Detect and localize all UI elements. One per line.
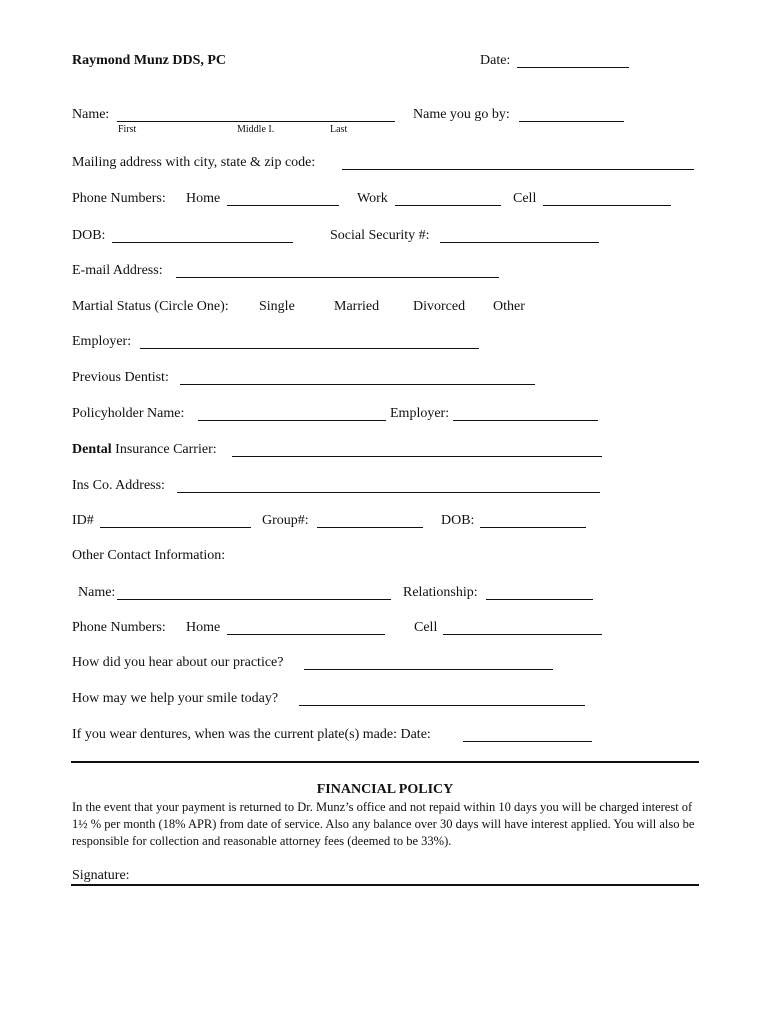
- ins-address-field[interactable]: [177, 492, 600, 493]
- prev-dentist-field[interactable]: [180, 384, 535, 385]
- marital-label: Martial Status (Circle One):: [72, 299, 229, 314]
- carrier-label-bold: Dental: [72, 442, 112, 457]
- nickname-label: Name you go by:: [413, 107, 510, 122]
- policy-employer-label: Employer:: [390, 406, 450, 421]
- phone-label: Phone Numbers:: [72, 191, 166, 206]
- home-phone-field[interactable]: [227, 205, 339, 206]
- prev-dentist-label: Previous Dentist:: [72, 370, 169, 385]
- employer-field[interactable]: [140, 348, 479, 349]
- work-label: Work: [357, 191, 388, 206]
- id-field[interactable]: [100, 527, 251, 528]
- email-field[interactable]: [176, 277, 499, 278]
- help-label: How may we help your smile today?: [72, 691, 279, 706]
- financial-policy-text: In the event that your payment is returned to Dr. Munz’s office and not repaid within 10 days you will be charged interest of 1½ % per month (18% APR) from date of service. Also any balance over 30 days will have interest applied. You will also be responsible for collection and reasonable attorney fees (deemed to be 33%).: [72, 800, 695, 848]
- address-field[interactable]: [342, 169, 694, 170]
- ssn-field[interactable]: [440, 242, 599, 243]
- policyholder-field[interactable]: [198, 420, 386, 421]
- contact-name-field[interactable]: [117, 599, 391, 600]
- contact-cell-label: Cell: [414, 620, 438, 635]
- email-label: E-mail Address:: [72, 263, 163, 278]
- contact-home-field[interactable]: [227, 634, 385, 635]
- cell-label: Cell: [513, 191, 537, 206]
- dob-field[interactable]: [112, 242, 293, 243]
- ssn-label: Social Security #:: [330, 228, 430, 243]
- contact-home-label: Home: [186, 620, 221, 635]
- id-label: ID#: [72, 513, 94, 528]
- work-phone-field[interactable]: [395, 205, 501, 206]
- other-contact-heading: Other Contact Information:: [72, 548, 226, 563]
- nickname-field[interactable]: [519, 121, 624, 122]
- signature-field[interactable]: [71, 884, 699, 886]
- carrier-label-rest: Insurance Carrier:: [115, 442, 217, 457]
- group-label: Group#:: [262, 513, 309, 528]
- cell-phone-field[interactable]: [543, 205, 671, 206]
- date-field[interactable]: [517, 67, 629, 68]
- policy-employer-field[interactable]: [453, 420, 598, 421]
- ins-dob-field[interactable]: [480, 527, 586, 528]
- dob-label: DOB:: [72, 228, 106, 243]
- ins-address-label: Ins Co. Address:: [72, 478, 165, 493]
- practice-name: Raymond Munz DDS, PC: [72, 53, 227, 68]
- middle-sublabel: Middle I.: [237, 124, 275, 135]
- signature-label: Signature:: [72, 868, 130, 883]
- dentures-date-field[interactable]: [463, 741, 592, 742]
- contact-phone-label: Phone Numbers:: [72, 620, 166, 635]
- name-field[interactable]: [117, 121, 395, 122]
- marital-option-single[interactable]: Single: [259, 299, 295, 314]
- help-field[interactable]: [299, 705, 585, 706]
- home-label: Home: [186, 191, 221, 206]
- hear-field[interactable]: [304, 669, 553, 670]
- carrier-field[interactable]: [232, 456, 602, 457]
- carrier-label: [72, 442, 217, 458]
- employer-label: Employer:: [72, 334, 132, 349]
- relationship-label: Relationship:: [403, 585, 478, 600]
- first-sublabel: First: [118, 124, 137, 135]
- marital-option-other[interactable]: Other: [493, 299, 525, 314]
- section-divider: [71, 761, 699, 763]
- address-label: Mailing address with city, state & zip code:: [72, 155, 316, 170]
- financial-policy-title: FINANCIAL POLICY: [316, 782, 454, 797]
- dentures-label: If you wear dentures, when was the current plate(s) made: Date:: [72, 727, 431, 742]
- hear-label: How did you hear about our practice?: [72, 655, 284, 670]
- ins-dob-label: DOB:: [441, 513, 475, 528]
- contact-name-label: Name:: [78, 585, 116, 600]
- policyholder-label: Policyholder Name:: [72, 406, 185, 421]
- marital-option-divorced[interactable]: Divorced: [413, 299, 466, 314]
- contact-cell-field[interactable]: [443, 634, 602, 635]
- relationship-field[interactable]: [486, 599, 593, 600]
- last-sublabel: Last: [330, 124, 348, 135]
- group-field[interactable]: [317, 527, 423, 528]
- name-label: Name:: [72, 107, 110, 122]
- marital-option-married[interactable]: Married: [334, 299, 380, 314]
- date-label: Date:: [480, 53, 511, 68]
